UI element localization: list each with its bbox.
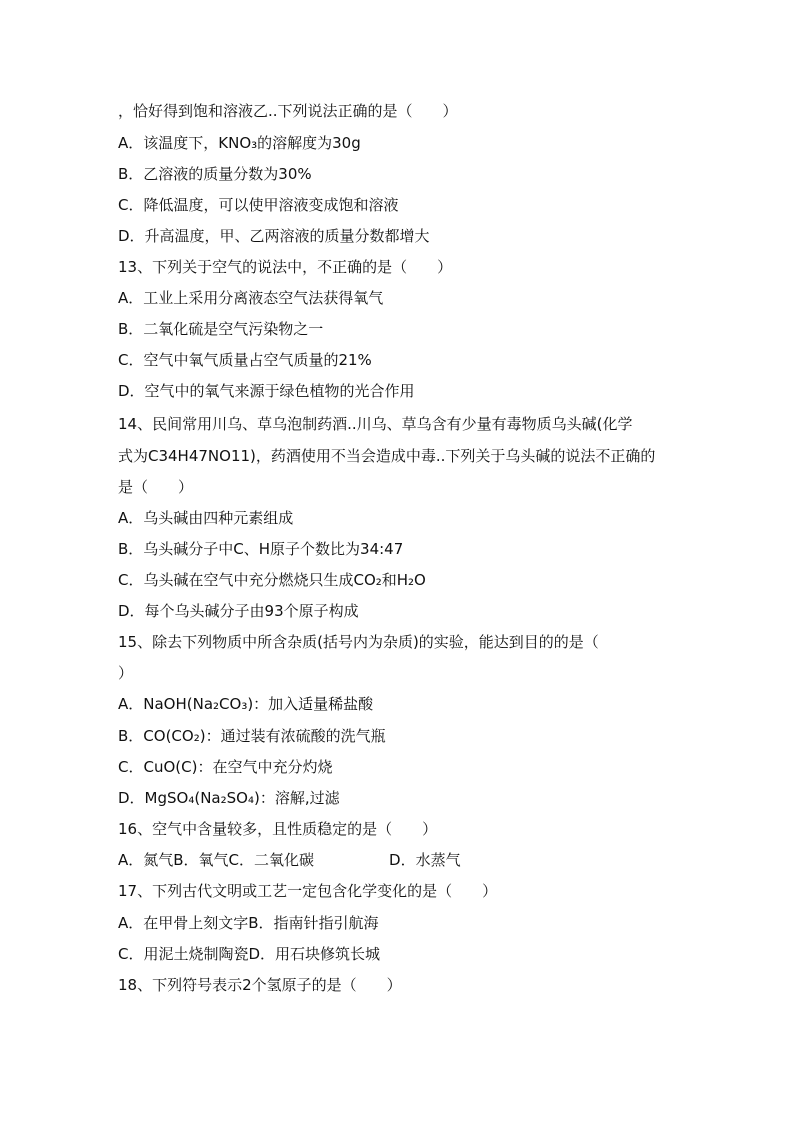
question-16-stem: 16、空气中含量较多，且性质稳定的是（ ） xyxy=(118,820,438,838)
question-16-options: A．氮气B．氧气C．二氧化碳 D．水蒸气 xyxy=(118,851,461,869)
question-12-option-d: D．升高温度，甲、乙两溶液的质量分数都增大 xyxy=(118,227,430,245)
question-14-option-a: A．乌头碱由四种元素组成 xyxy=(118,509,294,527)
question-12-option-a: A．该温度下，KNO₃的溶解度为30g xyxy=(118,134,361,152)
question-13-option-b: B．二氧化硫是空气污染物之一 xyxy=(118,320,324,338)
question-13-stem: 13、下列关于空气的说法中，不正确的是（ ） xyxy=(118,258,453,276)
question-17-options-ab: A．在甲骨上刻文字B．指南针指引航海 xyxy=(118,914,379,932)
question-14-option-c: C．乌头碱在空气中充分燃烧只生成CO₂和H₂O xyxy=(118,571,426,589)
question-12-stem-continued: ，恰好得到饱和溶液乙..下列说法正确的是（ ） xyxy=(118,102,458,120)
question-17-stem: 17、下列古代文明或工艺一定包含化学变化的是（ ） xyxy=(118,882,498,900)
question-17-options-cd: C．用泥土烧制陶瓷D．用石块修筑长城 xyxy=(118,945,381,963)
question-12-option-c: C．降低温度，可以使甲溶液变成饱和溶液 xyxy=(118,196,399,214)
question-15-option-b: B．CO(CO₂)：通过装有浓硫酸的洗气瓶 xyxy=(118,727,386,745)
question-15-option-a: A．NaOH(Na₂CO₃)：加入适量稀盐酸 xyxy=(118,695,374,713)
question-13-option-c: C．空气中氧气质量占空气质量的21% xyxy=(118,351,372,369)
question-14-stem-line-3: 是（ ） xyxy=(118,478,194,496)
question-15-option-d: D．MgSO₄(Na₂SO₄)：溶解,过滤 xyxy=(118,789,340,807)
question-14-stem-line-1: 14、民间常用川乌、草乌泡制药酒..川乌、草乌含有少量有毒物质乌头碱(化学 xyxy=(118,415,633,433)
question-18-stem: 18、下列符号表示2个氢原子的是（ ） xyxy=(118,976,402,994)
question-15-stem-line-1: 15、除去下列物质中所含杂质(括号内为杂质)的实验，能达到目的的是（ xyxy=(118,633,599,651)
question-14-option-d: D．每个乌头碱分子由93个原子构成 xyxy=(118,602,359,620)
question-15-option-c: C．CuO(C)：在空气中充分灼烧 xyxy=(118,758,333,776)
question-15-stem-line-2: ） xyxy=(118,664,134,682)
question-14-stem-line-2: 式为C34H47NO11)，药酒使用不当会造成中毒..下列关于乌头碱的说法不正确的 xyxy=(118,447,656,465)
question-13-option-a: A．工业上采用分离液态空气法获得氧气 xyxy=(118,289,384,307)
question-14-option-b: B．乌头碱分子中C、H原子个数比为34:47 xyxy=(118,540,404,558)
question-12-option-b: B．乙溶液的质量分数为30% xyxy=(118,165,312,183)
question-13-option-d: D．空气中的氧气来源于绿色植物的光合作用 xyxy=(118,382,415,400)
